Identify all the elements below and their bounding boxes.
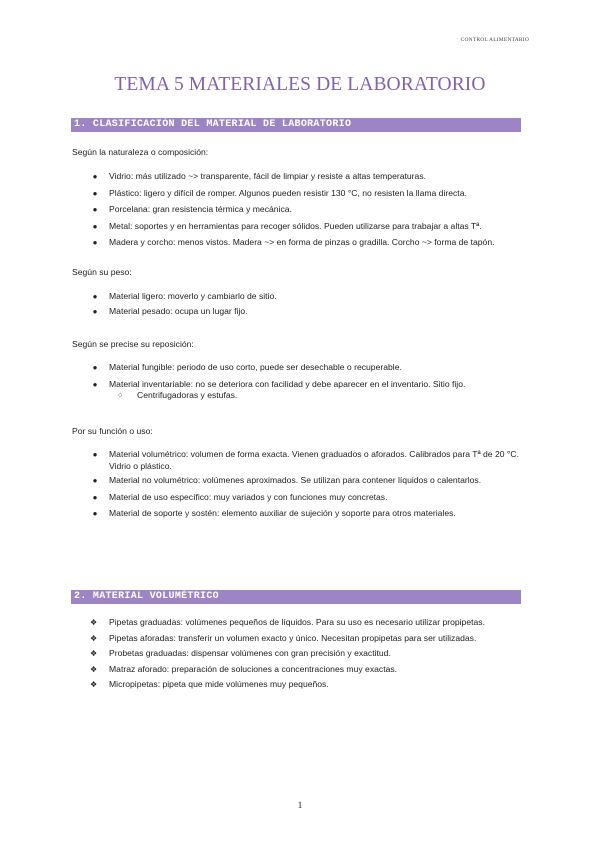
diamond-bullet-icon: ❖ [90,618,98,627]
running-head: CONTROL ALIMENTARIO [460,37,529,43]
page-title: TEMA 5 MATERIALES DE LABORATORIO [114,74,486,95]
list-item: ❖ Matraz aforado: preparación de soluciones a concentraciones muy exactas. [90,663,398,674]
bullet-icon: ● [92,363,98,372]
bullet-icon: ● [92,205,98,214]
bullet-icon: ● [92,492,98,502]
bullet-icon: ● [92,221,98,231]
list-item: ● Vidrio: más utilizado ~> transparente, fácil de limpiar y resiste a altas temperaturas. [90,171,530,183]
bullet-icon: ● [92,172,98,181]
list-item: ● Material de uso específico: muy variados y con funciones muy concretas. [90,492,526,504]
diamond-bullet-icon: ❖ [90,649,98,658]
page-number: 1 [297,800,303,810]
list-composition [90,171,530,254]
bullet-icon: ● [92,476,98,485]
group-label-replacement: Según se precise su reposición: [72,339,194,349]
bullet-icon: ● [92,292,98,301]
sub-list-item: ○ Centrifugadoras y estufas. [118,390,238,400]
list-weight [90,291,530,322]
bullet-icon: ● [92,306,98,316]
bullet-icon: ● [92,450,98,459]
list-volumetric [90,617,530,695]
list-item: ● Material ligero: moverlo y cambiarlo de sitio. [90,291,530,303]
section-heading-2: 2. MATERIAL VOLUMÉTRICO [71,590,521,604]
section-heading-1: 1. CLASIFICACIÓN DEL MATERIAL DE LABORATORIO [71,118,521,132]
list-item: ● Madera y corcho: menos vistos. Madera ~> en forma de pinzas o gradilla. Corcho ~> forma de tapón. [90,237,530,249]
list-item: ● Material fungible: periodo de uso corto, puede ser desechable o recuperable. [90,362,530,374]
bullet-icon: ● [92,188,98,198]
bullet-icon: ● [92,509,98,518]
diamond-bullet-icon: ❖ [90,680,98,689]
list-item: ● Material de soporte y sostén: elemento auxiliar de sujeción y soporte para otros materiales. [90,508,526,520]
list-replacement [90,362,530,402]
list-item: ❖ Probetas graduadas: dispensar volúmenes con gran precisión y exactitud. [90,648,391,658]
bullet-icon: ● [92,238,98,247]
list-item: ❖ Pipetas aforadas: transferir un volumen exacto y único. Necesitan propipetas para ser utilizadas. [90,632,477,643]
group-label-function: Por su función o uso: [72,426,153,436]
list-item: ● Material inventariable: no se deteriora con facilidad y debe aparecer en el inventario. Sitio fijo. [90,379,530,391]
list-item: ● Porcelana: gran resistencia térmica y mecánica. [90,204,530,216]
hollow-bullet-icon: ○ [118,392,123,399]
list-item: ● Material pesado: ocupa un lugar fijo. [90,306,530,318]
group-label-weight: Según su peso: [72,267,132,277]
diamond-bullet-icon: ❖ [90,633,98,643]
bullet-icon: ● [92,379,98,389]
list-item: ● Metal: soportes y en herramientas para recoger sólidos. Pueden utilizarse para trabajar a altas Tª. [90,221,530,233]
list-item: ● Plástico: ligero y difícil de romper. Algunos pueden resistir 130 °C, no resisten la llama directa. [90,188,530,200]
group-label-composition: Según la naturaleza o composición: [72,147,209,157]
list-item: ❖ Pipetas graduadas: volúmenes pequeños de líquidos. Para su uso es necesario utilizar propipetas. [90,617,485,627]
diamond-bullet-icon: ❖ [90,664,98,674]
list-item: ❖ Micropipetas: pipeta que mide volúmenes muy pequeños. [90,679,329,689]
list-item: ● Material no volumétrico: volúmenes aproximados. Se utilizan para contener líquidos o calentarlos. [90,475,526,487]
list-item: ● Material volumétrico: volumen de forma exacta. Vienen graduados o aforados. Calibrados para Tª de 20 °C. Vidrio o plástico. [90,449,526,472]
list-function [90,449,526,525]
